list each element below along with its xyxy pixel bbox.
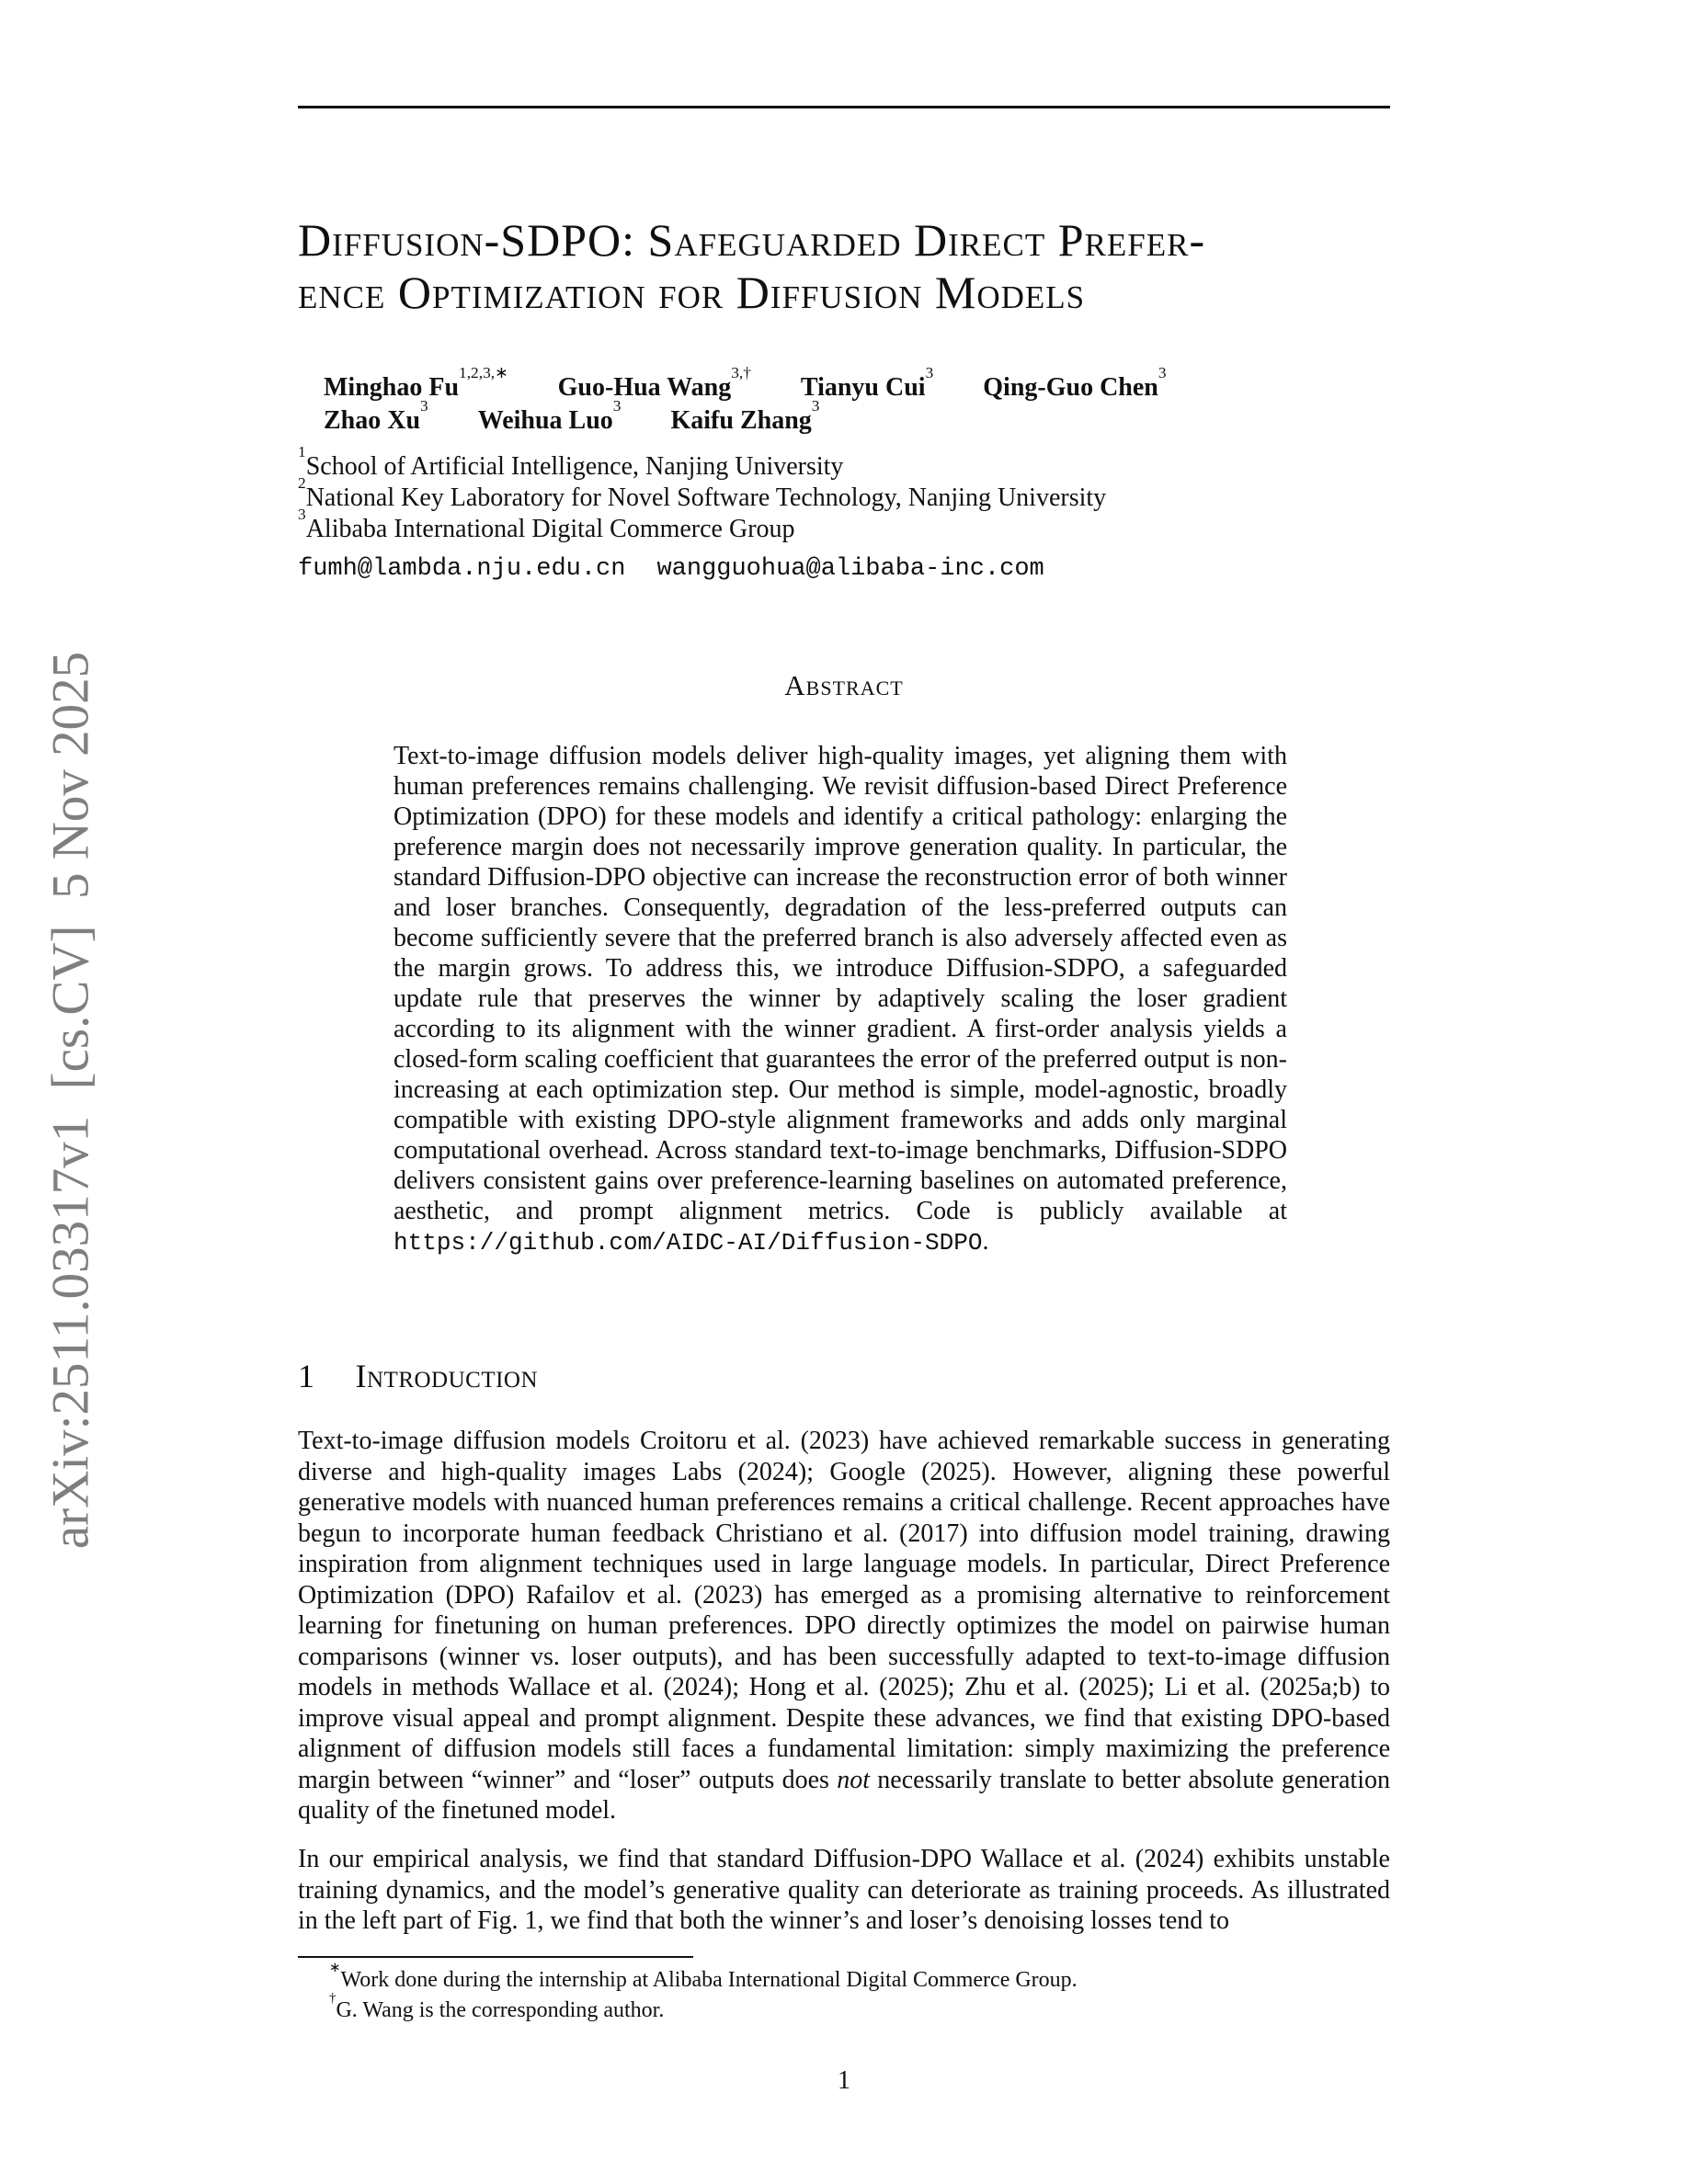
top-rule bbox=[298, 106, 1390, 108]
text-segment: necessarily translate to better absolute generation quality of the finetuned model. bbox=[298, 1765, 1390, 1825]
author-kaifu-zhang bbox=[670, 397, 820, 435]
text-segment: Text-to-image diffusion models deliver high-quality images, yet aligning them with human preferences remains challenging. We revisit diffusion-based Direct Preference Optimization (DPO) for these models and identify a critical pathology: enlarging the preference margin does not necessarily improve generation quality. In particular, the standard Diffusion-DPO objective can increase the reconstruction error of both winner and loser branches. Consequently, degradation of the less-preferred outputs can become sufficiently severe that the preferred branch is also adversely affected even as the margin grows. To address this, we introduce Diffusion-SDPO, a safeguarded update rule that preserves the winner by adaptively scaling the loser gradient according to its alignment with the winner gradient. A first-order analysis yields a closed-form scaling coefficient that guarantees the error of the preferred output is non-increasing at each optimization step. Our method is simple, model-agnostic, broadly compatible with existing DPO-style alignment frameworks and adds only marginal computational overhead. Across standard text-to-image benchmarks, Diffusion-SDPO delivers consistent gains over preference-learning baselines on automated preference, aesthetic, and prompt alignment metrics. Code is publicly available at bbox=[393, 742, 1287, 1225]
author-row-2 bbox=[324, 397, 1390, 438]
paper-title-line1: Diffusion-SDPO: Safeguarded Direct Prefer- bbox=[298, 214, 1206, 266]
footnote-block bbox=[298, 1960, 1390, 2026]
paper-title-line2: ence Optimization for Diffusion Models bbox=[298, 267, 1086, 318]
affiliation-3 bbox=[298, 506, 1390, 545]
footnote-rule bbox=[298, 1956, 693, 1958]
affiliation-marker: 1 bbox=[298, 443, 306, 461]
email-first-author: fumh@lambda.nju.edu.cn bbox=[298, 555, 626, 583]
github-repo-link[interactable]: https://github.com/AIDC-AI/Diffusion-SDPO bbox=[393, 1229, 983, 1257]
abstract-body bbox=[393, 741, 1287, 1258]
author-affil-marker: 3 bbox=[925, 364, 934, 382]
footnote-internship bbox=[298, 1960, 1390, 1996]
affiliation-marker: 3 bbox=[298, 506, 306, 524]
author-name: Minghao Fu bbox=[324, 373, 460, 402]
author-affil-marker: 3 bbox=[420, 397, 428, 415]
affiliation-1 bbox=[298, 443, 1390, 483]
author-name: Zhao Xu bbox=[324, 406, 421, 435]
affiliation-block bbox=[298, 443, 1390, 545]
author-name: Tianyu Cui bbox=[800, 373, 926, 402]
author-weihua-luo bbox=[477, 397, 622, 435]
footnote-marker-dagger: † bbox=[329, 1990, 336, 2006]
author-tianyu-cui bbox=[800, 364, 934, 402]
author-guo-hua-wang bbox=[557, 364, 751, 402]
intro-paragraph-1 bbox=[298, 1426, 1390, 1826]
author-name: Guo-Hua Wang bbox=[557, 373, 732, 402]
affiliation-2 bbox=[298, 474, 1390, 514]
author-row-1 bbox=[324, 364, 1390, 404]
affiliation-text: National Key Laboratory for Novel Software Technology, Nanjing University bbox=[305, 483, 1107, 512]
affiliation-marker: 2 bbox=[298, 474, 306, 493]
text-segment: Text-to-image diffusion models Croitoru et al. (2023) have achieved remarkable success in generating diverse and high-quality images Labs (2024); Google (2025). However, aligning these powerful generative models with nuanced human preferences remains a critical challenge. Recent approaches have begun to incorporate human feedback Christiano et al. (2017) into diffusion model training, drawing inspiration from alignment techniques used in large language models. In particular, Direct Preference Optimization (DPO) Rafailov et al. (2023) has emerged as a promising alternative to reinforcement learning for finetuning on human preferences. DPO directly optimizes the model on pairwise human comparisons (winner vs. loser outputs), and has been successfully adapted to text-to-image diffusion models in methods Wallace et al. (2024); Hong et al. (2025); Zhu et al. (2025); Li et al. (2025a;b) to improve visual appeal and prompt alignment. Despite these advances, we find that existing DPO-based alignment of diffusion models still faces a fundamental limitation: simply maximizing the preference margin between “winner” and “loser” outputs does bbox=[298, 1427, 1390, 1794]
section-heading-introduction bbox=[298, 1356, 1390, 1396]
email-corresponding-author: wangguohua@alibaba-inc.com bbox=[656, 555, 1044, 583]
footnote-text: G. Wang is the corresponding author. bbox=[336, 1998, 665, 2022]
author-name: Weihua Luo bbox=[477, 406, 613, 435]
footnote-corresponding-author bbox=[298, 1990, 1390, 2026]
author-affil-marker: 3 bbox=[1158, 364, 1167, 382]
author-affil-marker: 3,† bbox=[731, 364, 751, 382]
abstract-heading: Abstract bbox=[784, 669, 904, 701]
arxiv-watermark: arXiv:2511.03317v1 [cs.CV] 5 Nov 2025 bbox=[41, 651, 100, 1550]
paper-title bbox=[298, 214, 1420, 319]
text-segment: not bbox=[837, 1765, 871, 1794]
intro-paragraph-2: In our empirical analysis, we find that standard Diffusion-DPO Wallace et al. (2024) exhibits unstable training dynamics, and the model’s generative quality can deteriorate as training proceeds. As illustrated in the left part of Fig. 1, we find that both the winner’s and loser’s denoising losses tend to bbox=[298, 1845, 1390, 1935]
text-segment: . bbox=[982, 1227, 989, 1256]
author-block bbox=[324, 364, 1390, 438]
author-minghao-fu bbox=[324, 364, 508, 402]
footnote-marker-asterisk: ∗ bbox=[329, 1960, 341, 1975]
author-affil-marker: 3 bbox=[612, 397, 622, 415]
email-line bbox=[298, 555, 1044, 583]
author-affil-marker: 1,2,3,∗ bbox=[459, 364, 508, 382]
author-affil-marker: 3 bbox=[811, 397, 820, 415]
author-name: Qing-Guo Chen bbox=[983, 373, 1158, 402]
author-zhao-xu bbox=[324, 397, 428, 435]
section-number: 1 bbox=[298, 1358, 315, 1394]
author-qing-guo-chen bbox=[983, 364, 1167, 402]
page-number: 1 bbox=[838, 2066, 850, 2095]
footnote-text: Work done during the internship at Alibaba International Digital Commerce Group. bbox=[340, 1968, 1078, 1992]
author-name: Kaifu Zhang bbox=[670, 406, 812, 435]
section-title: Introduction bbox=[355, 1358, 539, 1394]
affiliation-text: Alibaba International Digital Commerce Group bbox=[305, 515, 795, 543]
affiliation-text: School of Artificial Intelligence, Nanjing University bbox=[305, 452, 844, 481]
